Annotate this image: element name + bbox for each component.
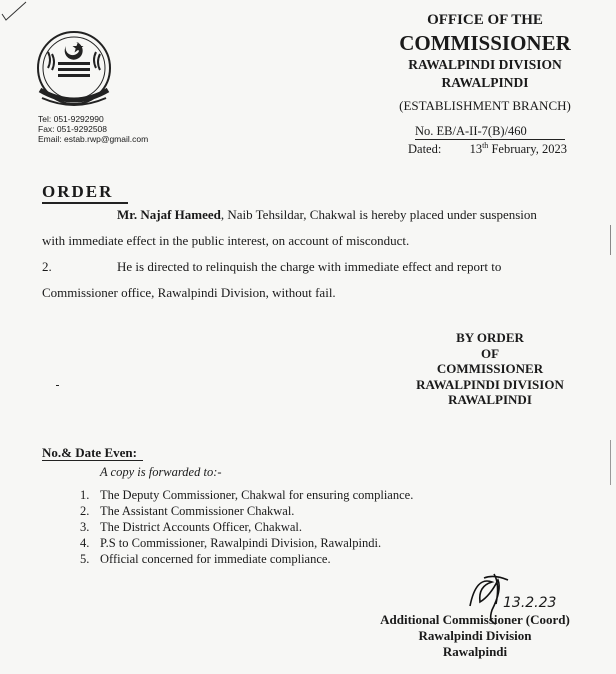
by-order-block bbox=[405, 330, 575, 408]
office-line3: RAWALPINDI DIVISION bbox=[408, 57, 562, 72]
no-date-even-underline bbox=[42, 460, 143, 461]
order-paragraph-2-line2: Commissioner office, Rawalpindi Division, without fail. bbox=[42, 285, 336, 300]
para1-rest: , Naib Tehsildar, Chakwal is hereby placed under suspension bbox=[220, 207, 537, 222]
no-date-even-heading: No.& Date Even: bbox=[42, 445, 137, 460]
by-order-line5: RAWALPINDI bbox=[448, 392, 532, 407]
contact-block bbox=[38, 114, 148, 144]
contact-fax: Fax: 051-9292508 bbox=[38, 124, 107, 134]
by-order-line3: COMMISSIONER bbox=[436, 361, 544, 376]
punjab-emblem-logo bbox=[26, 28, 122, 112]
dot-mark bbox=[56, 385, 59, 386]
date-suffix: th bbox=[482, 141, 489, 150]
office-line1: OFFICE OF THE bbox=[427, 12, 543, 28]
date-day: 13 bbox=[469, 142, 483, 157]
paragraph-2-number: 2. bbox=[42, 259, 52, 274]
edge-mark bbox=[610, 440, 611, 485]
list-item: 5. Official concerned for immediate compliance. bbox=[80, 552, 331, 566]
order-heading: ORDER bbox=[42, 182, 114, 201]
reference-number: No. EB/A-II-7(B)/460 bbox=[415, 124, 527, 138]
date-label: Dated: bbox=[408, 142, 442, 157]
final-signatory-block bbox=[365, 612, 585, 660]
dated-line bbox=[408, 141, 567, 157]
by-order-line2: OF bbox=[480, 345, 500, 361]
office-line2: COMMISSIONER bbox=[399, 31, 571, 55]
handwritten-date: 13.2.23 bbox=[503, 595, 557, 611]
list-item: 2. The Assistant Commissioner Chakwal. bbox=[80, 504, 295, 518]
contact-email: Email: estab.rwp@gmail.com bbox=[38, 134, 149, 144]
edge-mark bbox=[610, 225, 611, 255]
copy-forwarded-intro: A copy is forwarded to:- bbox=[100, 465, 222, 479]
by-order-line4: RAWALPINDI DIVISION bbox=[416, 376, 564, 392]
signatory-city: Rawalpindi bbox=[442, 644, 508, 659]
by-order-line1: BY ORDER bbox=[456, 330, 524, 345]
signatory-division: Rawalpindi Division bbox=[418, 628, 532, 643]
list-item: 3. The District Accounts Officer, Chakwal. bbox=[80, 520, 302, 534]
list-item: 1. The Deputy Commissioner, Chakwal for ensuring compliance. bbox=[80, 488, 414, 502]
order-paragraph-1-line2: with immediate effect in the public interest, on account of misconduct. bbox=[42, 233, 410, 248]
contact-tel: Tel: 051-9292990 bbox=[38, 114, 104, 124]
branch-label: (ESTABLISHMENT BRANCH) bbox=[399, 98, 571, 113]
order-paragraph-1-line1 bbox=[117, 207, 537, 223]
suspended-officer-name: Mr. Najaf Hameed bbox=[117, 207, 221, 222]
corner-mark bbox=[0, 0, 30, 30]
order-paragraph-2-line1: He is directed to relinquish the charge with immediate effect and report to bbox=[117, 259, 502, 274]
ref-underline bbox=[415, 139, 565, 140]
signatory-title: Additional Commissioner (Coord) bbox=[380, 612, 570, 627]
order-heading-underline bbox=[42, 202, 128, 204]
list-item: 4. P.S to Commissioner, Rawalpindi Division, Rawalpindi. bbox=[80, 536, 382, 550]
date-rest: February, 2023 bbox=[491, 142, 567, 157]
office-line4: RAWALPINDI bbox=[441, 75, 529, 90]
